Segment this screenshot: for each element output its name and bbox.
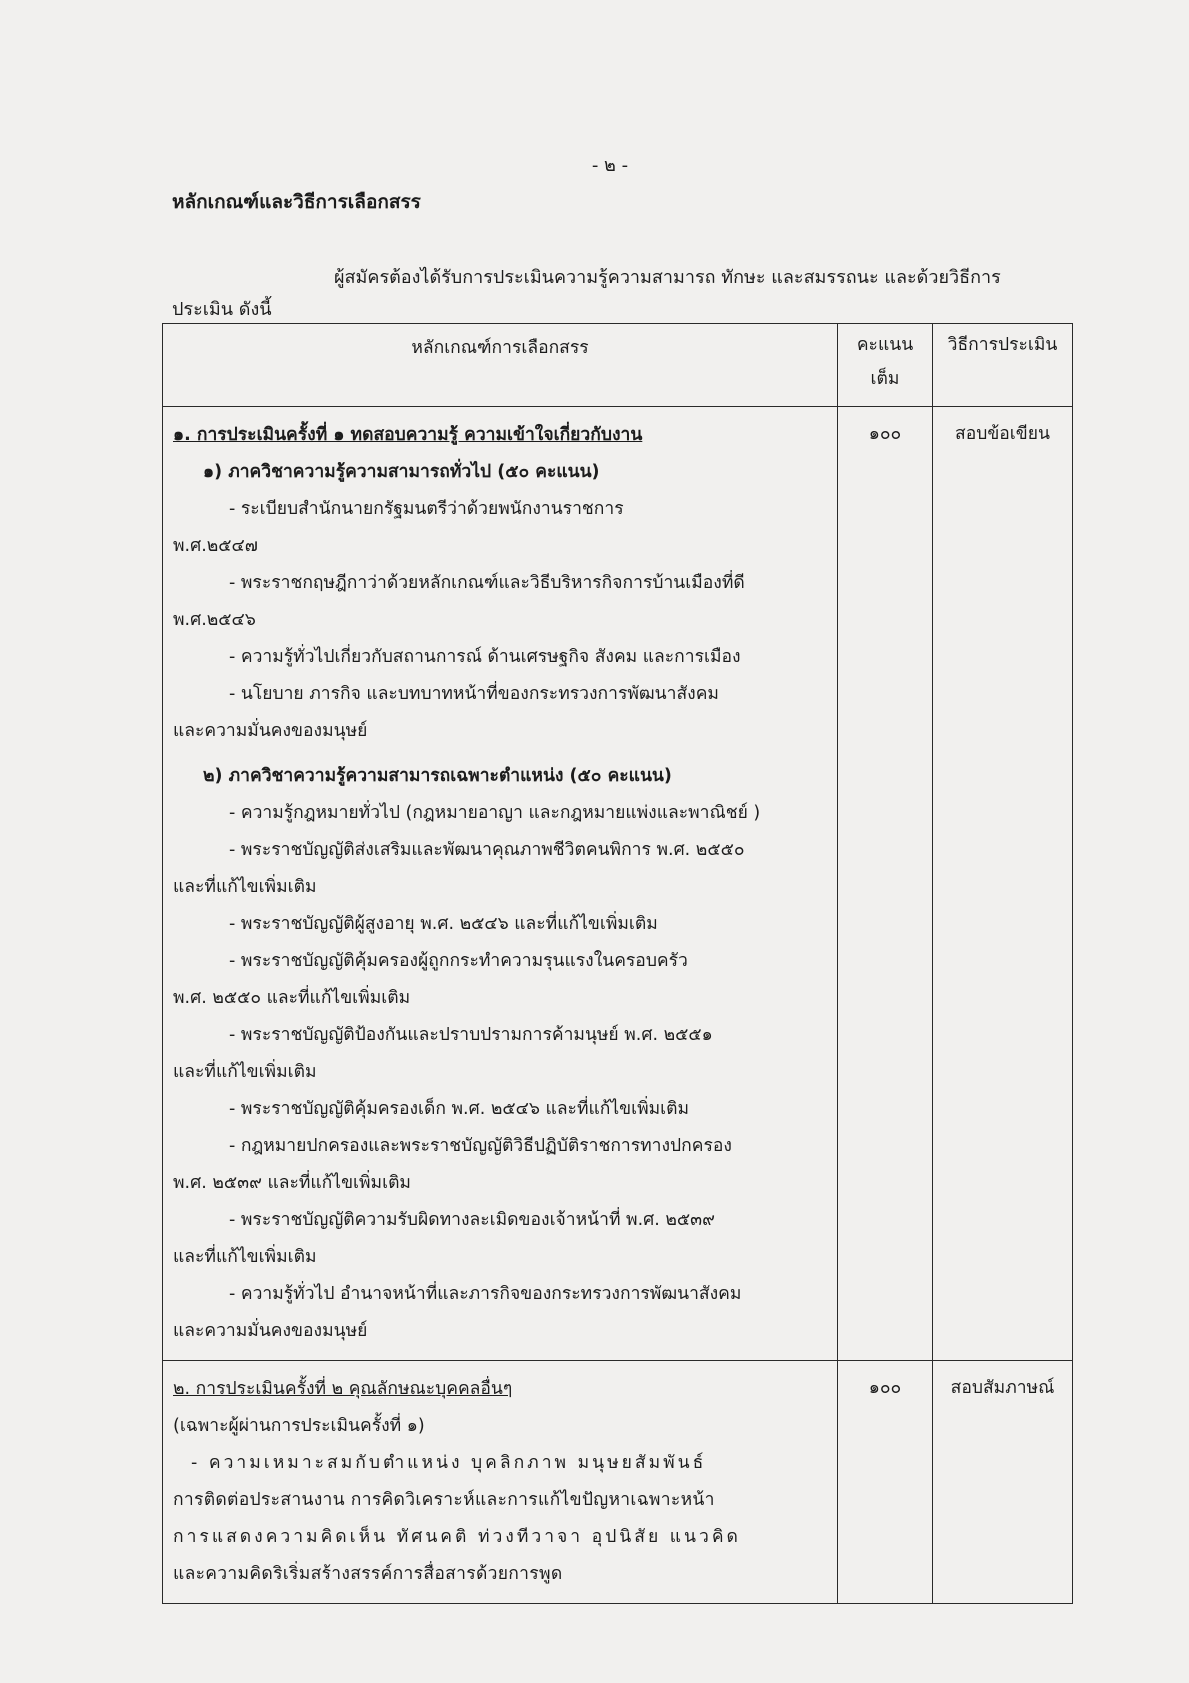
row2-desc-3: การแสดงความคิดเห็น ทัศนคติ ท่วงทีวาจา อุปนิสัย แนวคิด <box>173 1527 741 1547</box>
header-criteria-label: หลักเกณฑ์การเลือกสรร <box>411 338 589 358</box>
list-item-cont: และที่แก้ไขเพิ่มเติม <box>173 877 317 897</box>
row2-desc-2: การติดต่อประสานงาน การคิดวิเคราะห์และการแก้ไขปัญหาเฉพาะหน้า <box>173 1490 715 1510</box>
row2-note: (เฉพาะผู้ผ่านการประเมินครั้งที่ ๑) <box>173 1416 425 1436</box>
list-item: - พระราชกฤษฎีกาว่าด้วยหลักเกณฑ์และวิธีบริหารกิจการบ้านเมืองที่ดี <box>229 573 745 593</box>
list-item: - พระราชบัญญัติส่งเสริมและพัฒนาคุณภาพชีวิตคนพิการ พ.ศ. ๒๕๕๐ <box>229 840 745 860</box>
table-row <box>163 1361 1073 1604</box>
list-item-cont: พ.ศ. ๒๕๓๙ และที่แก้ไขเพิ่มเติม <box>173 1173 411 1193</box>
row1-score: ๑๐๐ <box>838 407 933 1361</box>
list-item-cont: พ.ศ.๒๕๔๖ <box>173 610 256 630</box>
header-criteria <box>163 324 838 407</box>
list-item: - พระราชบัญญัติป้องกันและปราบปรามการค้ามนุษย์ พ.ศ. ๒๕๕๑ <box>229 1025 713 1045</box>
list-item-cont: และที่แก้ไขเพิ่มเติม <box>173 1062 317 1082</box>
criteria-table <box>162 323 1073 1604</box>
list-item: - กฎหมายปกครองและพระราชบัญญัติวิธีปฏิบัติราชการทางปกครอง <box>229 1136 732 1156</box>
header-method <box>933 324 1073 407</box>
header-method-label: วิธีการประเมิน <box>947 335 1058 355</box>
list-item: - พระราชบัญญัติผู้สูงอายุ พ.ศ. ๒๕๔๖ และที่แก้ไขเพิ่มเติม <box>229 914 658 934</box>
row2-desc-4: และความคิดริเริ่มสร้างสรรค์การสื่อสารด้วยการพูด <box>173 1564 563 1584</box>
header-score <box>838 324 933 407</box>
list-item: - ระเบียบสำนักนายกรัฐมนตรีว่าด้วยพนักงานราชการ <box>229 499 624 519</box>
row2-desc-1: - ความเหมาะสมกับตำแหน่ง บุคลิกภาพ มนุษยสัมพันธ์ <box>191 1453 707 1473</box>
header-score-line-2: เต็ม <box>870 369 900 389</box>
list-item: - ความรู้ทั่วไปเกี่ยวกับสถานการณ์ ด้านเศรษฐกิจ สังคม และการเมือง <box>229 647 741 667</box>
row2-method: สอบสัมภาษณ์ <box>933 1361 1073 1604</box>
row1-part2-title: ๒) ภาควิชาความรู้ความสามารถเฉพาะตำแหน่ง (๕๐ คะแนน) <box>203 766 672 786</box>
list-item-cont: พ.ศ. ๒๕๕๐ และที่แก้ไขเพิ่มเติม <box>173 988 411 1008</box>
row1-part1-title: ๑) ภาควิชาความรู้ความสามารถทั่วไป (๕๐ คะแนน) <box>203 462 600 482</box>
list-item: - นโยบาย ภารกิจ และบทบาทหน้าที่ของกระทรวงการพัฒนาสังคม <box>229 684 719 704</box>
row1-title: ๑. การประเมินครั้งที่ ๑ ทดสอบความรู้ ความเข้าใจเกี่ยวกับงาน <box>173 425 643 445</box>
page-number: - ๒ - <box>591 155 629 176</box>
list-item-cont: และความมั่นคงของมนุษย์ <box>173 721 368 741</box>
header-score-line-1: คะแนน <box>856 335 914 355</box>
intro-paragraph <box>172 258 1072 330</box>
list-item: - พระราชบัญญัติคุ้มครองผู้ถูกกระทำความรุนแรงในครอบครัว <box>229 951 688 971</box>
row1-method: สอบข้อเขียน <box>933 407 1073 1361</box>
row2-title: ๒. การประเมินครั้งที่ ๒ คุณลักษณะบุคคลอื่นๆ <box>173 1379 513 1399</box>
intro-line-2: ประเมิน ดังนี้ <box>172 299 272 320</box>
list-item: - ความรู้ทั่วไป อำนาจหน้าที่และภารกิจของกระทรวงการพัฒนาสังคม <box>229 1284 742 1304</box>
table-row <box>163 407 1073 1361</box>
row1-criteria <box>163 407 838 1361</box>
intro-line-1: ผู้สมัครต้องได้รับการประเมินความรู้ความสามารถ ทักษะ และสมรรถนะ และด้วยวิธีการ <box>334 267 1001 288</box>
list-item: - พระราชบัญญัติความรับผิดทางละเมิดของเจ้าหน้าที่ พ.ศ. ๒๕๓๙ <box>229 1210 715 1230</box>
list-item: - พระราชบัญญัติคุ้มครองเด็ก พ.ศ. ๒๕๔๖ และที่แก้ไขเพิ่มเติม <box>229 1099 690 1119</box>
list-item-cont: พ.ศ.๒๕๔๗ <box>173 536 258 556</box>
row2-score: ๑๐๐ <box>838 1361 933 1604</box>
table-header-row <box>163 324 1073 407</box>
row2-criteria <box>163 1361 838 1604</box>
list-item-cont: และความมั่นคงของมนุษย์ <box>173 1321 368 1341</box>
list-item: - ความรู้กฎหมายทั่วไป (กฎหมายอาญา และกฎหมายแพ่งและพาณิชย์ ) <box>229 803 761 823</box>
list-item-cont: และที่แก้ไขเพิ่มเติม <box>173 1247 317 1267</box>
section-heading: หลักเกณฑ์และวิธีการเลือกสรร <box>172 191 421 213</box>
